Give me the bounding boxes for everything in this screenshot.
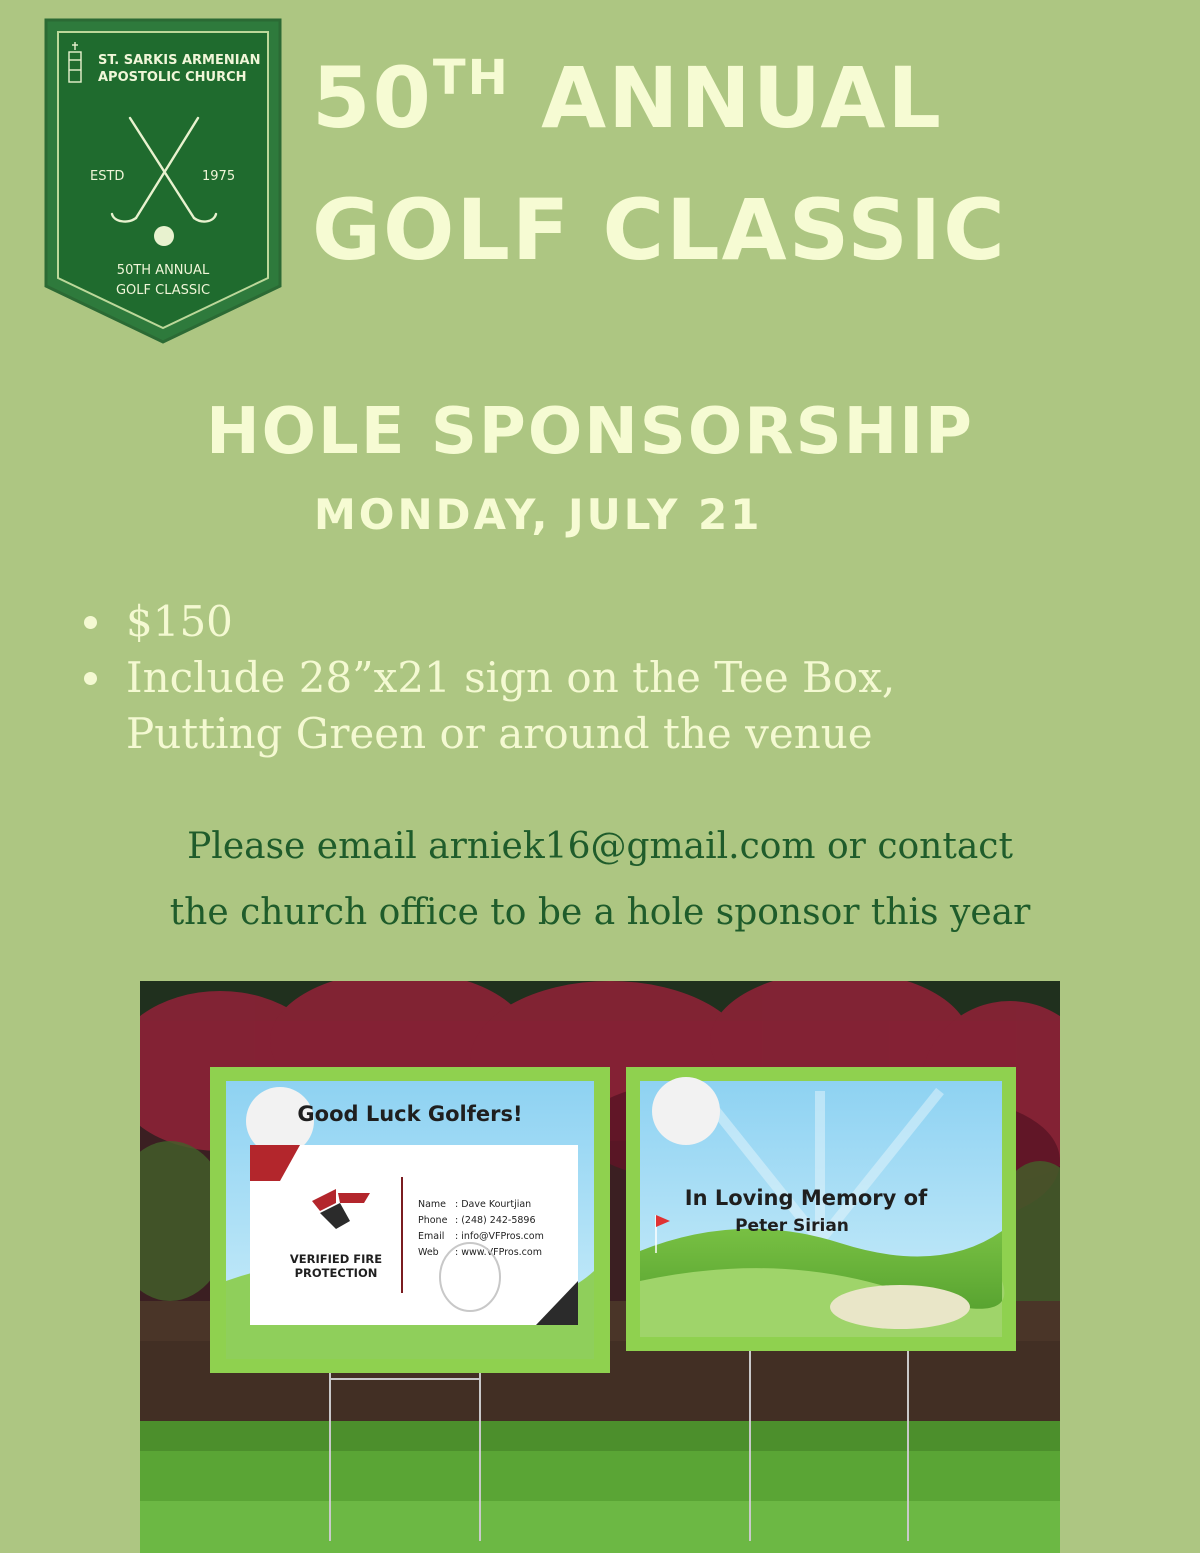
contact-info (0, 814, 1200, 946)
headline-line1 (312, 49, 943, 147)
card-row-value: : info@VFPros.com (455, 1231, 544, 1242)
subtitle: HOLE SPONSORSHIP (206, 395, 974, 469)
card-row-label: Web (418, 1247, 439, 1258)
card-row-value: : Dave Kourtjian (455, 1199, 532, 1210)
badge-estd-year: 1975 (202, 169, 236, 184)
sponsorship-details (80, 594, 1166, 762)
badge-estd-label: ESTD (90, 169, 125, 184)
memorial-line1: In Loving Memory of (684, 1186, 928, 1210)
bullet-icon (84, 616, 97, 629)
card-row-label: Phone (418, 1215, 448, 1226)
headline-annual: ANNUAL (541, 49, 943, 147)
headline-line2: GOLF CLASSIC (312, 181, 1007, 279)
list-item (80, 650, 1166, 762)
contact-line2: the church office to be a hole sponsor this year (169, 892, 1031, 933)
sponsor-signs-photo (140, 981, 1060, 1553)
card-row-value: : (248) 242-5896 (455, 1215, 536, 1226)
event-date: MONDAY, JULY 21 (314, 490, 763, 539)
badge-event-line2: GOLF CLASSIC (115, 283, 211, 298)
card-row-label: Email (418, 1231, 445, 1242)
golf-ball-icon (154, 226, 174, 246)
include-line1: Include 28”x21 sign on the Tee Box, (126, 653, 896, 702)
memorial-line2: Peter Sirian (735, 1216, 849, 1236)
card-company-line1: VERIFIED FIRE (289, 1252, 383, 1266)
bullet-icon (84, 672, 97, 685)
card-row-value: : www.VFPros.com (455, 1247, 542, 1258)
price-text: $150 (126, 597, 233, 646)
card-row-label: Name (418, 1199, 447, 1210)
headline-suffix: TH (432, 50, 510, 106)
card-company-line2: PROTECTION (294, 1266, 378, 1280)
headline-number: 50 (312, 49, 433, 147)
badge-event-line1: 50TH ANNUAL (116, 263, 210, 278)
badge-church-line1: ST. SARKIS ARMENIAN (98, 53, 261, 68)
contact-line1: Please email arniek16@gmail.com or contact (187, 826, 1013, 867)
right-sign (626, 1067, 1016, 1351)
left-sign-heading: Good Luck Golfers! (297, 1102, 523, 1126)
golf-ball-icon (652, 1077, 720, 1145)
badge-church-line2: APOSTOLIC CHURCH (98, 70, 247, 85)
left-sign (210, 1067, 610, 1373)
include-line2: Putting Green or around the venue (126, 709, 873, 758)
list-item (80, 594, 1166, 650)
business-card (250, 1145, 578, 1325)
church-golf-badge (44, 18, 282, 344)
